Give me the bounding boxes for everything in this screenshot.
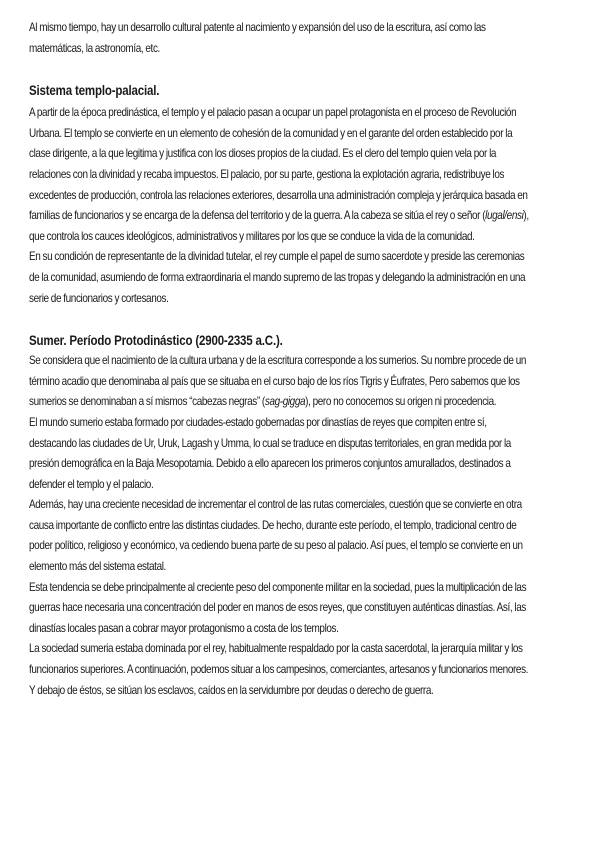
section2-paragraph-4: Esta tendencia se debe principalmente al creciente peso del componente militar en la sociedad, pues la multiplicación de las guerras hace necesaria una concentración del poder en manos de esos reyes, que constituyen auténticas dinastías. Así, las dinastías locales pasan a cobrar mayor protagonismo a costa de los templos.	[29, 580, 527, 635]
section1-paragraph-2: En su condición de representante de la divinidad tutelar, el rey cumple el papel de sumo sacerdote y preside las ceremonias de la comunidad, asumiendo de forma extraordinaria el mando supremo de las tropas y delegando la administración en una serie de funcionarios y cortesanos.	[29, 250, 526, 305]
intro-paragraph: Al mismo tiempo, hay un desarrollo cultural patente al nacimiento y expansión del uso de la escritura, así como las matemáticas, la astronomía, etc.	[29, 21, 486, 55]
section-heading-sistema-templo-palacial: Sistema templo-palacial.	[29, 83, 160, 99]
italic-term: lugal/ensi	[485, 209, 524, 223]
spacer	[29, 309, 533, 331]
section2-paragraph-1	[29, 351, 533, 413]
section-heading-sumer: Sumer. Período Protodinástico (2900-2335 a.C.).	[29, 333, 283, 349]
section2-paragraph-5: La sociedad sumeria estaba dominada por el rey, habitualmente respaldado por la casta sacerdotal, la jerarquía militar y los funcionarios superiores. A continuación, podemos situar a los campesinos, comerciantes, artesanos y funcionarios menores. Y debajo de éstos, se sitúan los esclavos, caídos en la servidumbre por deudas o derecho de guerra.	[29, 642, 529, 697]
text-run: ), pero no conocemos su origen ni procedencia.	[305, 395, 497, 409]
text-run: Se considera que el nacimiento de la cultura urbana y de la escritura corresponde a los sumerios. Su nombre procede de un término acadio que denominaba al país que se situaba en el curso bajo de los ríos Tigris y Éufrates, Pero sabemos que los sumerios se denominaban a sí mismos “cabezas negras” (	[29, 354, 527, 409]
spacer	[29, 59, 533, 81]
text-run: A partir de la época predinástica, el templo y el palacio pasan a ocupar un papel protagonista en el proceso de Revolución Urbana. El templo se convierte en un elemento de cohesión de la comunidad y en el garante del orden establecido por la clase dirigente, a la que legitima y justifica con los dioses propios de la ciudad. Es el clero del templo quien vela por la relaciones con la divinidad y recaba impuestos. El palacio, por su parte, gestiona la explotación agraria, redistribuye los excedentes de producción, controla las relaciones exteriores, desarrolla una administración compleja y jerárquica basada en familias de funcionarios y se encarga de la defensa del territorio y de la guerra. A la cabeza se sitúa el rey o señor (	[29, 106, 528, 223]
section2-paragraph-2: El mundo sumerio estaba formado por ciudades-estado gobernadas por dinastías de reyes que compiten entre sí, destacando las ciudades de Ur, Uruk, Lagash y Umma, lo cual se traduce en disputas territoriales, en gran medida por la presión demográfica en la Baja Mesopotamia. Debido a ello aparecen los primeros conjuntos amurallados, destinados a defender el templo y el palacio.	[29, 415, 511, 491]
italic-term: sag-gigga	[264, 395, 306, 409]
document-body	[29, 18, 533, 701]
text-run: ), que controla los cauces ideológicos, administrativos y militares por los que se conduce la vida de la comunidad.	[29, 209, 529, 243]
section2-paragraph-3: Además, hay una creciente necesidad de incrementar el control de las rutas comerciales, cuestión que se convierte en otra causa importante de conflicto entre las distintas ciudades. De hecho, durante este período, el templo, tradicional centro de poder político, religioso y económico, va cediendo buena parte de su peso al palacio. Así pues, el templo se convierte en un elemento más del sistema estatal.	[29, 498, 523, 574]
section1-paragraph-1	[29, 103, 533, 247]
